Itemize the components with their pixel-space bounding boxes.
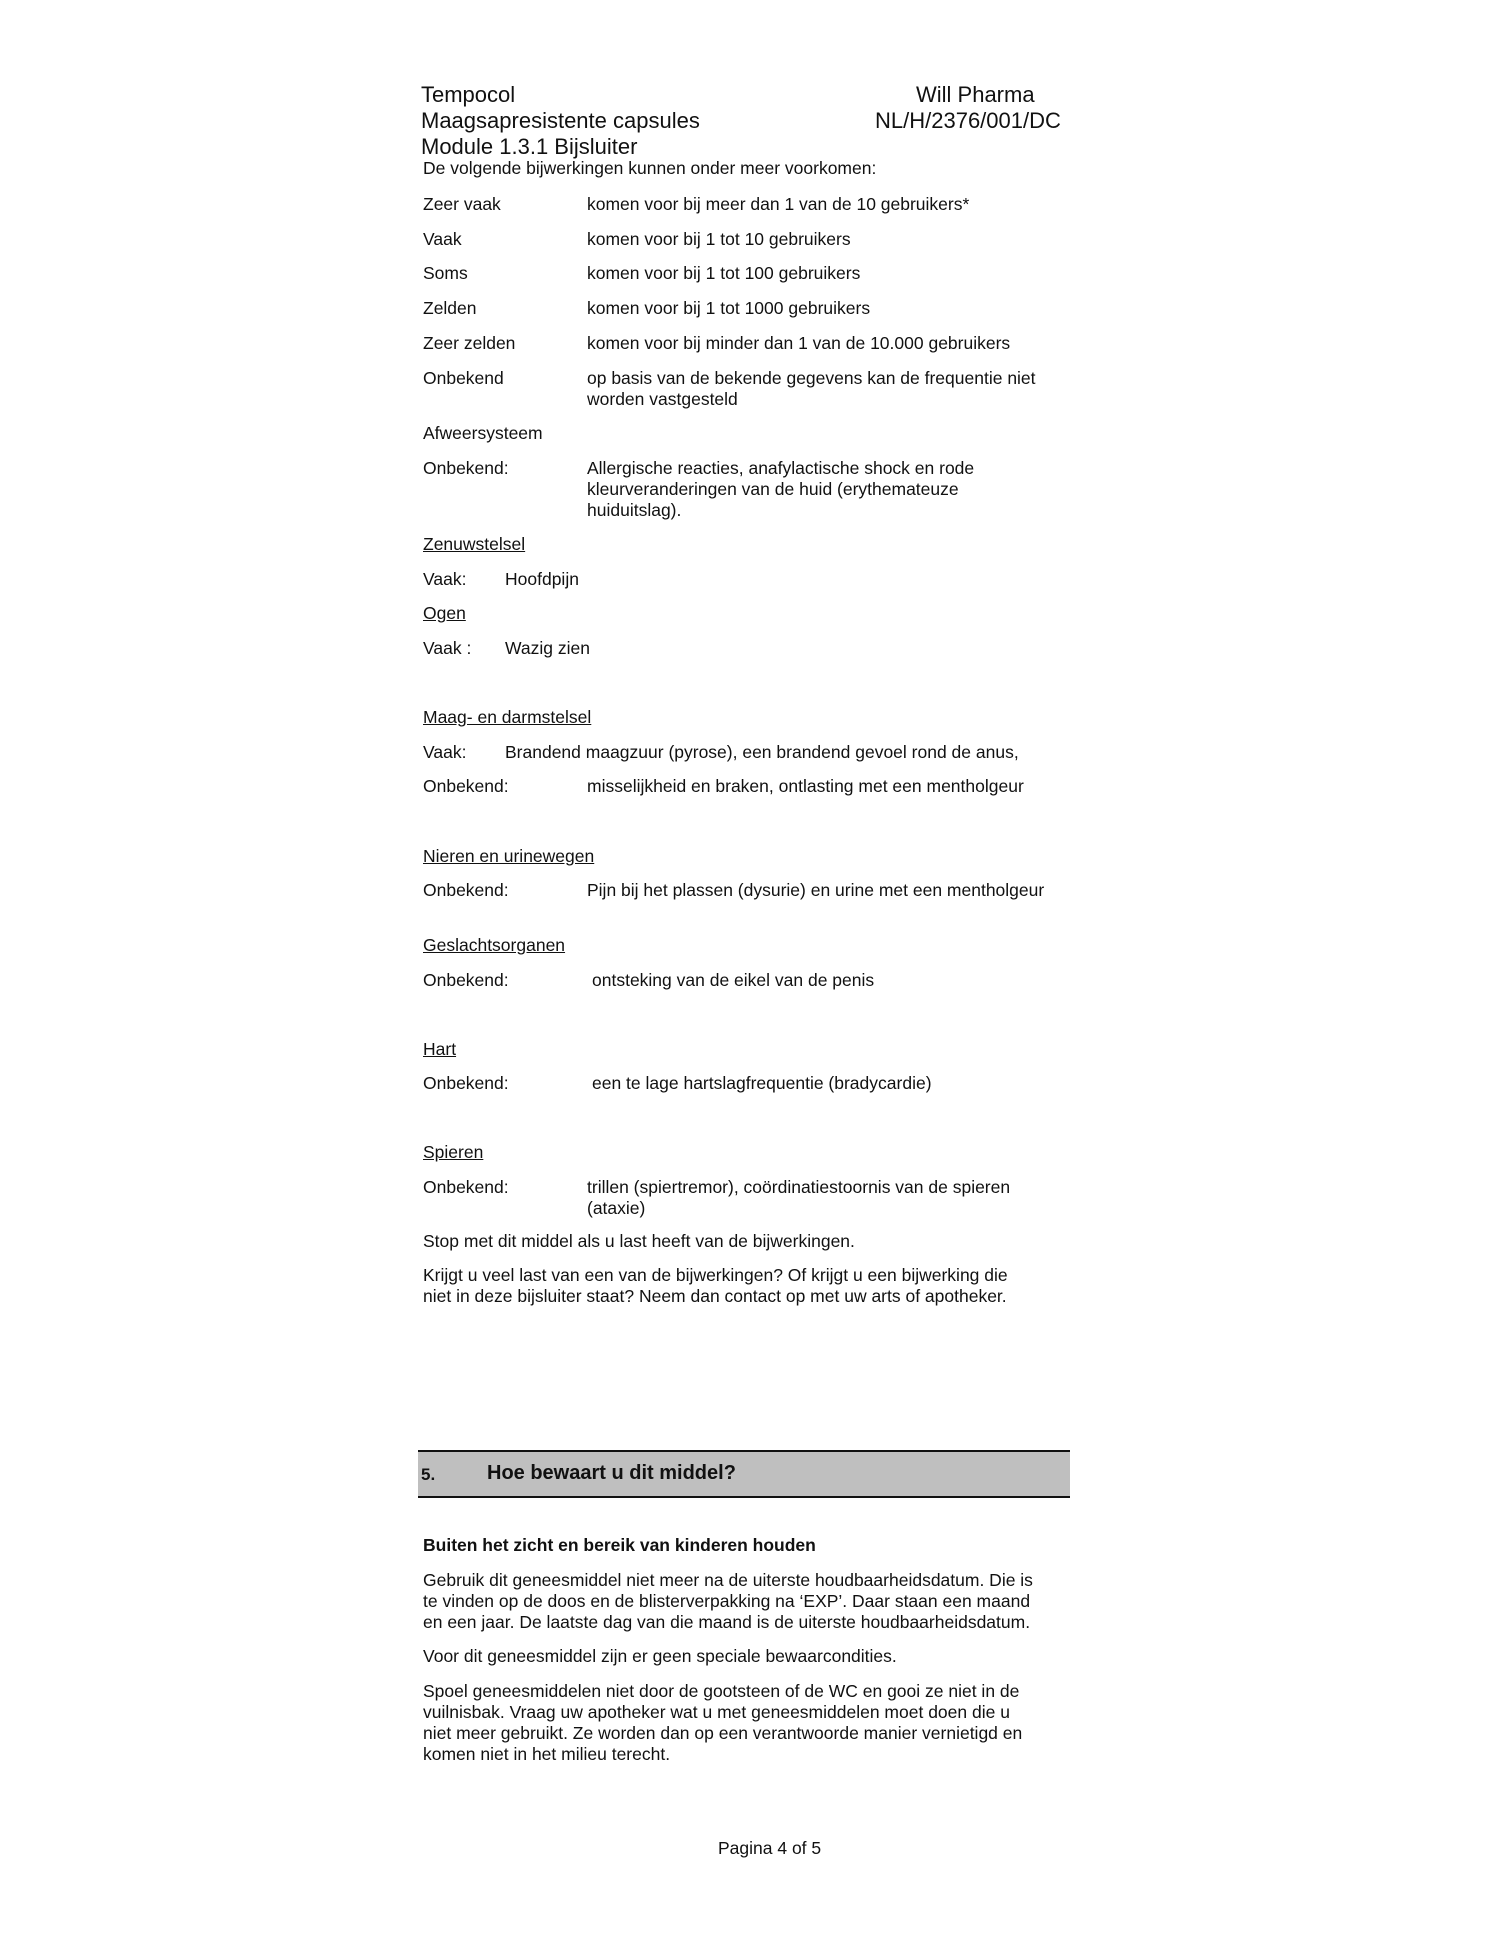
freq-term: Zelden: [423, 298, 477, 318]
freq-term: Zeer vaak: [423, 194, 501, 214]
section-heading: Zenuwstelsel: [423, 534, 526, 554]
disposal-text: niet meer gebruikt. Ze worden dan op een verantwoorde manier vernietigd en: [423, 1723, 1023, 1743]
header-form: Maagsapresistente capsules: [421, 108, 700, 133]
header-product: Tempocol: [421, 82, 516, 107]
section-heading: Afweersysteem: [423, 423, 543, 443]
header-registration: NL/H/2376/001/DC: [875, 108, 1061, 133]
effect-desc: Brandend maagzuur (pyrose), een brandend gevoel rond de anus,: [505, 742, 1019, 762]
contact-text: Krijgt u veel last van een van de bijwerkingen? Of krijgt u een bijwerking die: [423, 1265, 1008, 1285]
section-heading: Hart: [423, 1039, 457, 1059]
effect-desc: ontsteking van de eikel van de penis: [592, 970, 875, 990]
freq-desc: op basis van de bekende gegevens kan de frequentie niet: [587, 368, 1036, 388]
freq-desc: komen voor bij 1 tot 10 gebruikers: [587, 229, 851, 249]
effect-term: Onbekend:: [423, 776, 509, 796]
effect-term: Vaak :: [423, 638, 472, 658]
section-heading: Maag- en darmstelsel: [423, 707, 592, 727]
effect-desc: (ataxie): [587, 1198, 646, 1218]
effect-desc: trillen (spiertremor), coördinatiestoornis van de spieren: [587, 1177, 1011, 1197]
freq-term: Soms: [423, 263, 468, 283]
section-heading: Spieren: [423, 1142, 484, 1162]
header-company: Will Pharma: [916, 82, 1035, 107]
freq-desc: komen voor bij 1 tot 1000 gebruikers: [587, 298, 871, 318]
page-number: Pagina 4 of 5: [718, 1838, 822, 1858]
expiry-text: Gebruik dit geneesmiddel niet meer na de uiterste houdbaarheidsdatum. Die is: [423, 1570, 1033, 1590]
effect-desc: huiduitslag).: [587, 500, 682, 520]
effect-term: Vaak:: [423, 569, 467, 589]
effect-term: Onbekend:: [423, 458, 509, 478]
intro-text: De volgende bijwerkingen kunnen onder meer voorkomen:: [423, 158, 877, 178]
effect-desc: Hoofdpijn: [505, 569, 579, 589]
section-heading: Ogen: [423, 603, 466, 623]
stop-text: Stop met dit middel als u last heeft van de bijwerkingen.: [423, 1231, 855, 1251]
effect-desc: misselijkheid en braken, ontlasting met een mentholgeur: [587, 776, 1024, 796]
section-heading: Geslachtsorganen: [423, 935, 566, 955]
freq-term: Vaak: [423, 229, 462, 249]
header-module: Module 1.3.1 Bijsluiter: [421, 134, 638, 159]
effect-term: Onbekend:: [423, 970, 509, 990]
section-heading: Nieren en urinewegen: [423, 846, 595, 866]
freq-desc: worden vastgesteld: [587, 389, 738, 409]
effect-term: Onbekend:: [423, 1177, 509, 1197]
freq-desc: komen voor bij minder dan 1 van de 10.000 gebruikers: [587, 333, 1011, 353]
section-number: 5.: [421, 1465, 436, 1484]
effect-term: Vaak:: [423, 742, 467, 762]
effect-desc: kleurveranderingen van de huid (erythemateuze: [587, 479, 959, 499]
section-5-header: [418, 1450, 1070, 1498]
section-title: Hoe bewaart u dit middel?: [487, 1462, 736, 1484]
effect-term: Onbekend:: [423, 1073, 509, 1093]
effect-desc: Allergische reacties, anafylactische shock en rode: [587, 458, 975, 478]
effect-desc: een te lage hartslagfrequentie (bradycardie): [592, 1073, 932, 1093]
keep-away-heading: Buiten het zicht en bereik van kinderen houden: [423, 1535, 816, 1555]
freq-term: Zeer zelden: [423, 333, 516, 353]
disposal-text: Spoel geneesmiddelen niet door de gootsteen of de WC en gooi ze niet in de: [423, 1681, 1020, 1701]
contact-text: niet in deze bijsluiter staat? Neem dan contact op met uw arts of apotheker.: [423, 1286, 1007, 1306]
freq-desc: komen voor bij meer dan 1 van de 10 gebruikers*: [587, 194, 970, 214]
disposal-text: komen niet in het milieu terecht.: [423, 1744, 671, 1764]
effect-desc: Pijn bij het plassen (dysurie) en urine met een mentholgeur: [587, 880, 1045, 900]
disposal-text: vuilnisbak. Vraag uw apotheker wat u met geneesmiddelen moet doen die u: [423, 1702, 1010, 1722]
storage-text: Voor dit geneesmiddel zijn er geen speciale bewaarcondities.: [423, 1646, 897, 1666]
effect-term: Onbekend:: [423, 880, 509, 900]
expiry-text: en een jaar. De laatste dag van die maand is de uiterste houdbaarheidsdatum.: [423, 1612, 1031, 1632]
freq-term: Onbekend: [423, 368, 504, 388]
expiry-text: te vinden op de doos en de blisterverpakking na ‘EXP’. Daar staan een maand: [423, 1591, 1031, 1611]
freq-desc: komen voor bij 1 tot 100 gebruikers: [587, 263, 861, 283]
effect-desc: Wazig zien: [505, 638, 590, 658]
